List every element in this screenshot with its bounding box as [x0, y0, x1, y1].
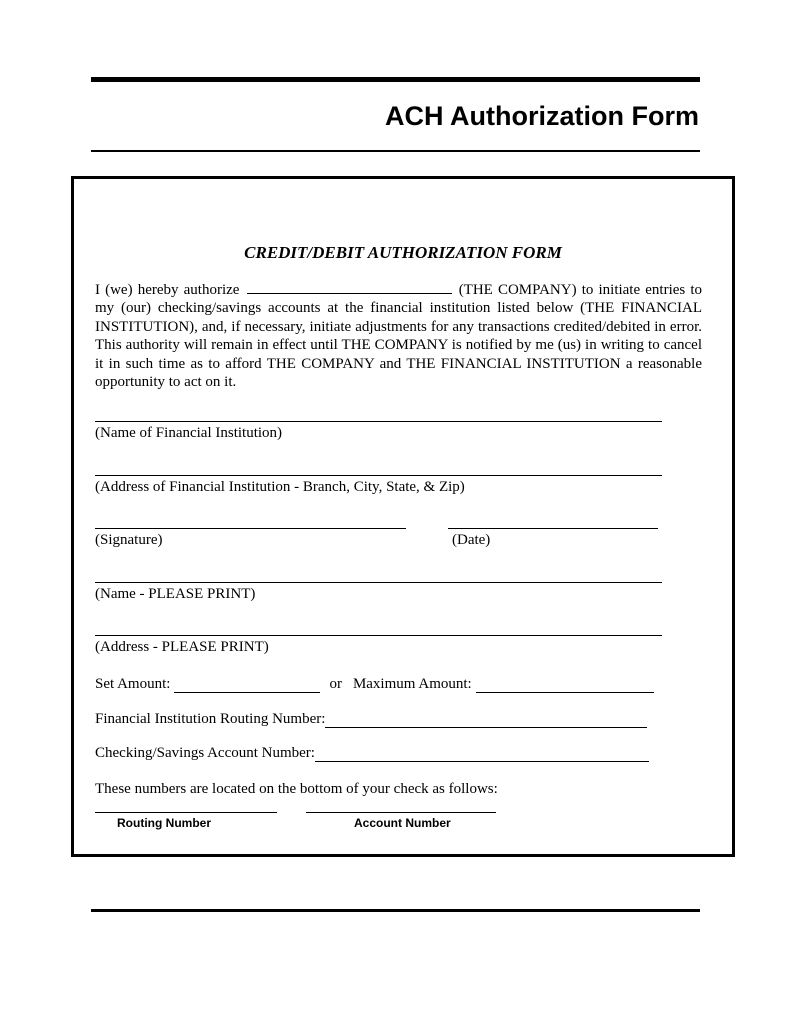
check-account-label: Account Number — [354, 816, 451, 830]
institution-name-line[interactable] — [95, 421, 662, 422]
account-number-label: Checking/Savings Account Number: — [95, 745, 315, 761]
date-caption: (Date) — [452, 532, 491, 548]
institution-address-caption: (Address of Financial Institution - Branch, City, State, & Zip) — [95, 479, 465, 495]
name-print-caption: (Name - PLEASE PRINT) — [95, 586, 256, 602]
routing-number-label: Financial Institution Routing Number: — [95, 711, 326, 727]
institution-name-caption: (Name of Financial Institution) — [95, 425, 283, 441]
check-account-line — [306, 812, 496, 813]
account-number-row — [95, 744, 649, 762]
maximum-amount-label: Maximum Amount: — [352, 676, 472, 692]
or-label: or — [329, 676, 342, 692]
institution-address-line[interactable] — [95, 475, 662, 476]
authorization-prefix: I (we) hereby authorize — [95, 282, 240, 298]
date-line[interactable] — [448, 528, 658, 529]
signature-line[interactable] — [95, 528, 406, 529]
bottom-rule — [91, 909, 700, 912]
authorization-paragraph — [95, 280, 702, 391]
authorization-body: (THE COMPANY) to initiate entries to my (our) checking/savings accounts at the financial institution listed below (THE FINANCIAL INSTITUTION), and, if necessary, initiate adjustments for any transactions credited/debited in error. This authority will remain in effect until THE COMPANY is notified by me (us) in writing to cancel it in such time as to afford THE COMPANY and THE FINANCIAL INSTITUTION a reasonable opportunity to act on it. — [95, 282, 703, 391]
address-print-line[interactable] — [95, 635, 662, 636]
form-heading: CREDIT/DEBIT AUTHORIZATION FORM — [244, 243, 562, 262]
check-routing-line — [95, 812, 277, 813]
top-rule — [91, 77, 700, 82]
amount-row — [95, 675, 654, 693]
name-print-line[interactable] — [95, 582, 662, 583]
company-name-blank[interactable] — [247, 280, 452, 294]
account-number-field[interactable] — [315, 747, 649, 762]
routing-number-field[interactable] — [325, 713, 647, 728]
set-amount-field[interactable] — [174, 678, 320, 693]
check-location-note: These numbers are located on the bottom of your check as follows: — [95, 781, 498, 797]
signature-caption: (Signature) — [95, 532, 163, 548]
set-amount-label: Set Amount: — [95, 676, 171, 692]
maximum-amount-field[interactable] — [476, 678, 654, 693]
title-underline-rule — [91, 150, 700, 152]
authorization-form-box — [71, 176, 735, 857]
routing-number-row — [95, 710, 647, 728]
document-title: ACH Authorization Form — [385, 101, 699, 131]
check-routing-label: Routing Number — [117, 816, 211, 830]
address-print-caption: (Address - PLEASE PRINT) — [95, 639, 269, 655]
